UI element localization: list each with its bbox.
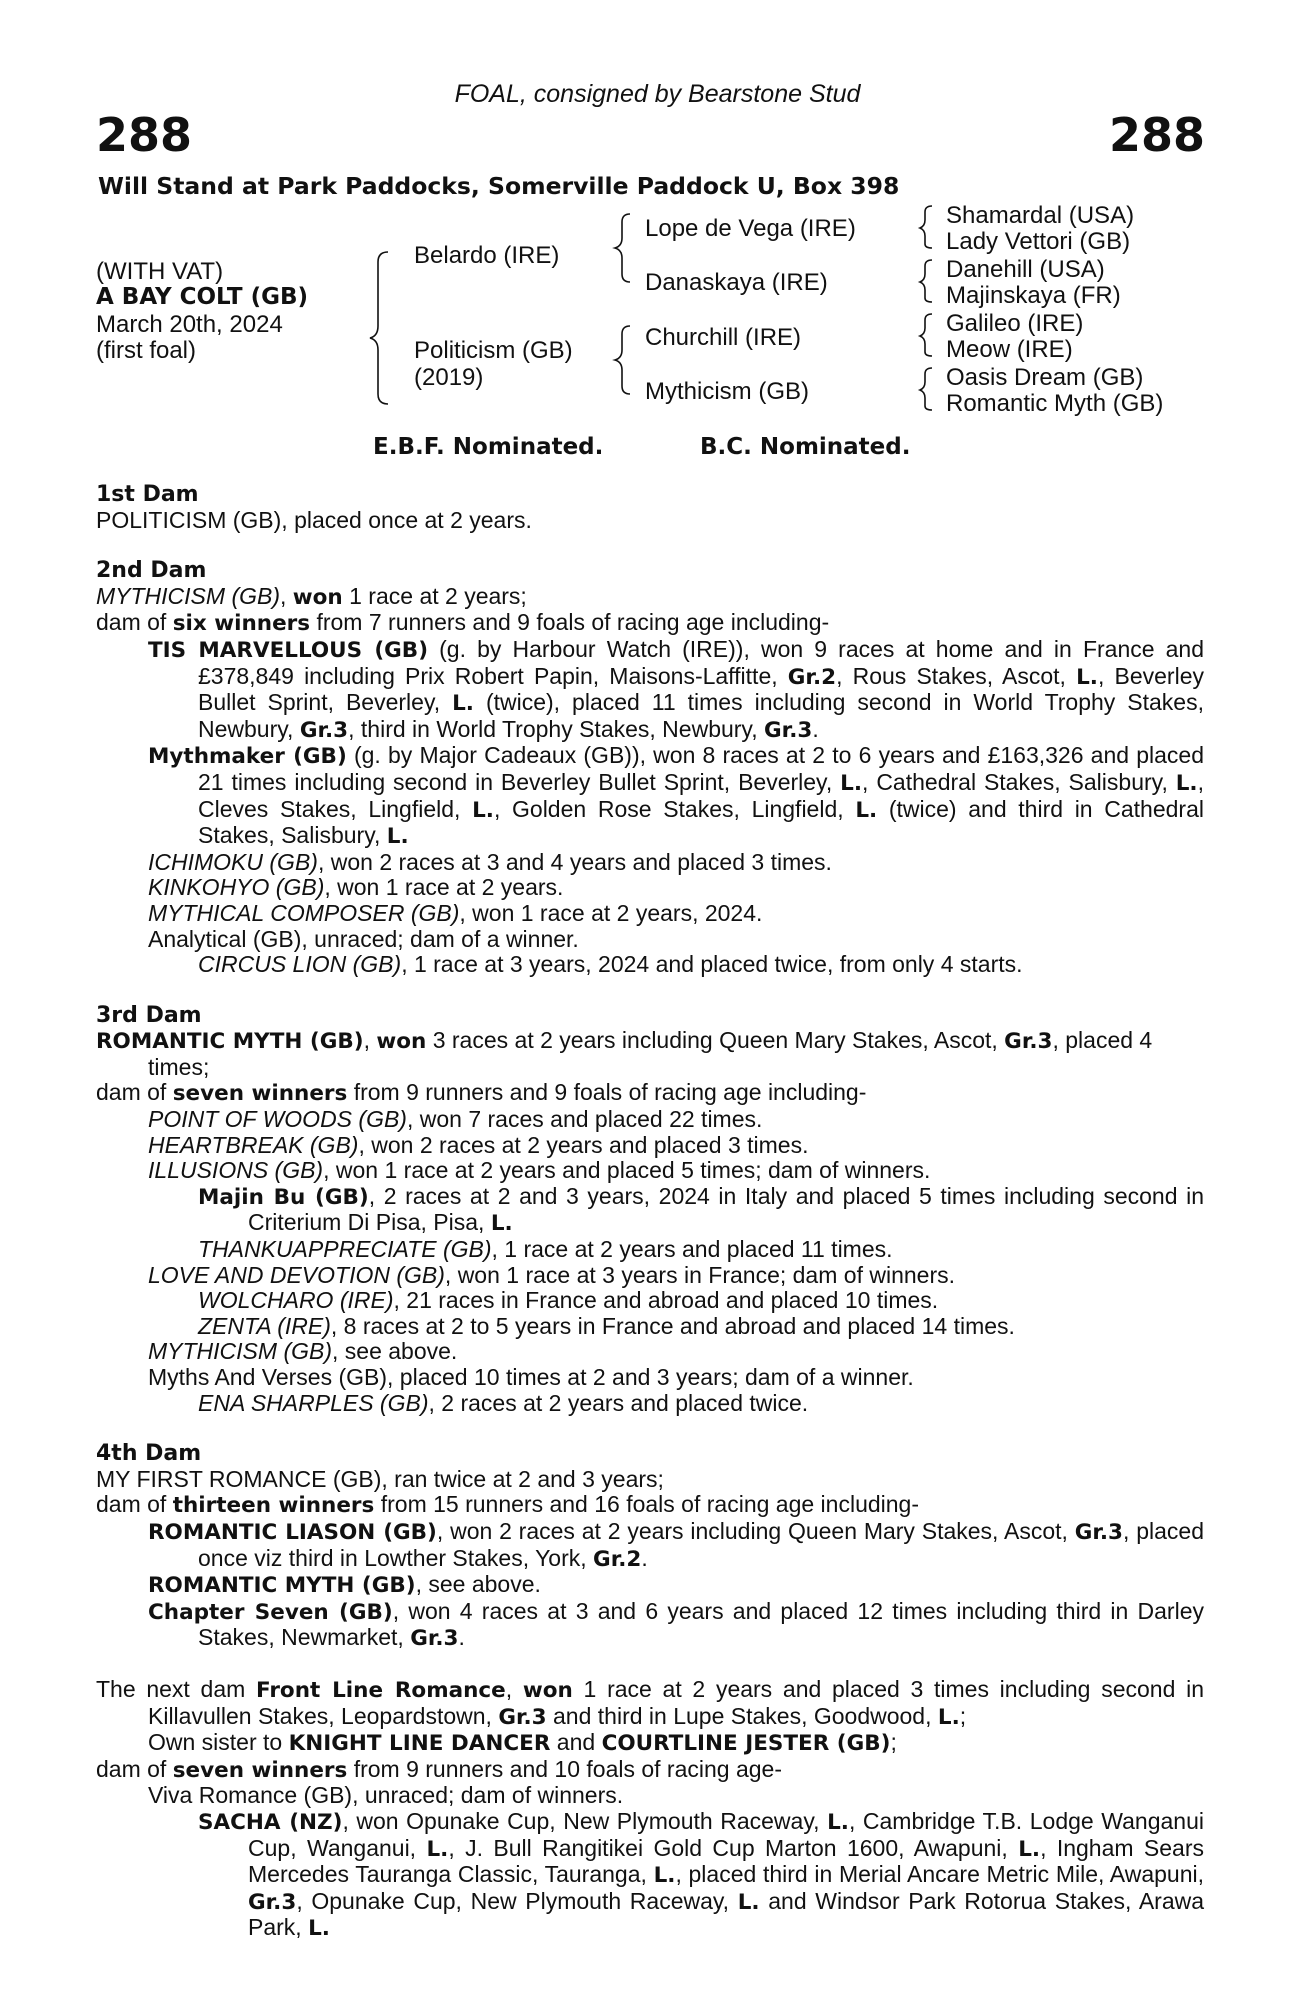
entry-romantic-myth: ROMANTIC MYTH (GB), see above. [148,1571,541,1599]
section-2nd-dam [96,558,1204,978]
fourth-dam-produce: dam of thirteen winners from 15 runners and 16 foals of racing age including- [96,1491,919,1519]
ggp-6: Meow (IRE) [946,336,1073,363]
heading-2nd-dam: 2nd Dam [96,558,207,584]
entry-analytical: Analytical (GB), unraced; dam of a winner. [148,925,579,952]
entry-tis-marvellous: TIS MARVELLOUS (GB) (g. by Harbour Watch (IRE)), won 9 races at home and in France and £378,849 including Prix Robert Papin, Maisons-Laffitte, Gr.2, Rous Stakes, Ascot, L., Beverley Bullet Sprint, Beverley, L. (twice), placed 11 times including second in World Trophy Stakes, Newbury, Gr.3, third in World Trophy Stakes, Newbury, Gr.3. [148,635,1205,743]
ggp-1: Shamardal (USA) [946,202,1135,229]
bracket-dam [615,326,630,394]
vat-note: (WITH VAT) [96,258,224,285]
sire-name: Belardo (IRE) [414,242,560,269]
entry-mythicism: MYTHICISM (GB), see above. [148,1338,458,1365]
entry-thankuappreciate: THANKUAPPRECIATE (GB), 1 race at 2 years and placed 11 times. [198,1236,893,1263]
catalogue-body [96,482,1204,1942]
entry-ichimoku: ICHIMOKU (GB), won 2 races at 3 and 4 years and placed 3 times. [148,848,832,875]
ggp-5: Galileo (IRE) [946,310,1084,337]
entry-ena-sharples: ENA SHARPLES (GB), 2 races at 2 years and placed twice. [198,1389,809,1416]
lot-number-left: 288 [96,108,193,162]
section-1st-dam [96,482,1204,533]
entry-zenta: ZENTA (IRE), 8 races at 2 to 5 years in France and abroad and placed 14 times. [198,1312,1015,1339]
entry-heartbreak: HEARTBREAK (GB), won 2 races at 2 years and placed 3 times. [148,1131,809,1158]
ggp-3: Danehill (USA) [946,256,1105,283]
ggp-2: Lady Vettori (GB) [946,228,1131,255]
entry-love-and-devotion: LOVE AND DEVOTION (GB), won 1 race at 3 years in France; dam of winners. [148,1261,955,1288]
bracket-ggp-1 [920,206,932,248]
next-dam-line: The next dam Front Line Romance, won 1 race at 2 years and placed 3 times including second in Killavullen Stakes, Leopardstown, Gr.3 and third in Lupe Stakes, Goodwood, L.; [96,1675,1204,1730]
bracket-ggp-3 [920,314,932,356]
entry-point-of-woods: POINT OF WOODS (GB), won 7 races and placed 22 times. [148,1106,763,1133]
second-dam-produce: dam of six winners from 7 runners and 9 foals of racing age including- [96,609,830,637]
ggp-4: Majinskaya (FR) [946,282,1121,309]
heading-3rd-dam: 3rd Dam [96,1002,202,1028]
section-3rd-dam [96,1003,1204,1417]
entry-majin-bu: Majin Bu (GB), 2 races at 2 and 3 years, 2024 in Italy and placed 5 times including second in Criterium Di Pisa, Pisa, L. [198,1182,1204,1237]
entry-circus-lion: CIRCUS LION (GB), 1 race at 3 years, 2024 and placed twice, from only 4 starts. [198,951,1023,978]
entry-sacha: SACHA (NZ), won Opunake Cup, New Plymouth Raceway, L., Cambridge T.B. Lodge Wanganui Cup, Wanganui, L., J. Bull Rangitikei Gold Cup Marton 1600, Awapuni, L., Ingham Sears Mercedes Tauranga Classic, Tauranga, L., placed third in Merial Ancare Metric Mile, Awapuni, Gr.3, Opunake Cup, New Plymouth Raceway, L. and Windsor Park Rotorua Stakes, Arawa Park, L. [198,1807,1205,1942]
dam-year: (2019) [414,364,484,391]
fourth-dam-line: MY FIRST ROMANCE (GB), ran twice at 2 and 3 years; [96,1465,664,1492]
bracket-generation-1 [370,252,388,404]
consignment-line: FOAL, consigned by Bearstone Stud [454,80,861,108]
entry-illusions: ILLUSIONS (GB), won 1 race at 2 years and placed 5 times; dam of winners. [148,1157,931,1184]
dam-sire-name: Churchill (IRE) [645,324,802,351]
entry-viva-romance: Viva Romance (GB), unraced; dam of winners. [148,1782,624,1809]
lot-number-right: 288 [1108,108,1205,162]
next-dam-produce: dam of seven winners from 9 runners and 10 foals of racing age- [96,1755,782,1783]
ebf-nominated: E.B.F. Nominated. [373,434,604,460]
entry-wolcharo: WOLCHARO (IRE), 21 races in France and abroad and placed 10 times. [198,1287,939,1314]
foaled-date: March 20th, 2024 [96,311,283,338]
sire-sire-name: Lope de Vega (IRE) [645,215,856,242]
bracket-ggp-2 [920,260,932,302]
third-dam-line: ROMANTIC MYTH (GB), won 3 races at 2 years including Queen Mary Stakes, Ascot, Gr.3, placed 4 times; [96,1027,1153,1080]
dam-dam-name: Mythicism (GB) [645,378,809,405]
foal-note: (first foal) [96,337,197,364]
ggp-7: Oasis Dream (GB) [946,364,1144,391]
second-dam-name: MYTHICISM (GB) [96,582,280,609]
ggp-8: Romantic Myth (GB) [946,390,1164,417]
entry-chapter-seven: Chapter Seven (GB), won 4 races at 3 and 6 years and placed 12 times including third in Darley Stakes, Newmarket, Gr.3. [148,1597,1204,1652]
heading-1st-dam: 1st Dam [96,482,199,507]
entry-mythmaker: Mythmaker (GB) (g. by Major Cadeaux (GB)), won 8 races at 2 to 6 years and £163,326 and placed 21 times including second in Beverley Bullet Sprint, Beverley, L., Cathedral Stakes, Salisbury, L., Cleves Stakes, Lingfield, L., Golden Rose Stakes, Lingfield, L. (twice) and third in Cathedral Stakes, Salisbury, L. [148,742,1205,850]
entry-myths-and-verses: Myths And Verses (GB), placed 10 times at 2 and 3 years; dam of a winner. [148,1364,914,1390]
entry-romantic-liason: ROMANTIC LIASON (GB), won 2 races at 2 years including Queen Mary Stakes, Ascot, Gr.3, placed once viz third in Lowther Stakes, York, Gr.2. [148,1517,1204,1572]
bracket-sire [615,214,630,282]
bc-nominated: B.C. Nominated. [700,434,911,460]
first-dam-text: POLITICISM (GB), placed once at 2 years. [96,506,532,533]
section-4th-dam [96,1441,1204,1652]
stand-location: Will Stand at Park Paddocks, Somerville Paddock U, Box 398 [98,172,900,200]
section-next-dam [96,1677,1204,1942]
heading-4th-dam: 4th Dam [96,1441,202,1467]
entry-mythical-composer: MYTHICAL COMPOSER (GB), won 1 race at 2 years, 2024. [148,899,763,926]
horse-name: A BAY COLT (GB) [96,284,309,310]
second-dam-line: MYTHICISM (GB), won 1 race at 2 years; [96,582,527,610]
sire-dam-name: Danaskaya (IRE) [645,269,828,296]
bracket-ggp-4 [920,368,932,410]
third-dam-produce: dam of seven winners from 9 runners and 9 foals of racing age including- [96,1079,867,1107]
dam-name: Politicism (GB) [414,337,573,364]
entry-kinkohyo: KINKOHYO (GB), won 1 race at 2 years. [148,874,564,901]
own-sister-line: Own sister to KNIGHT LINE DANCER and COURTLINE JESTER (GB); [148,1729,897,1757]
